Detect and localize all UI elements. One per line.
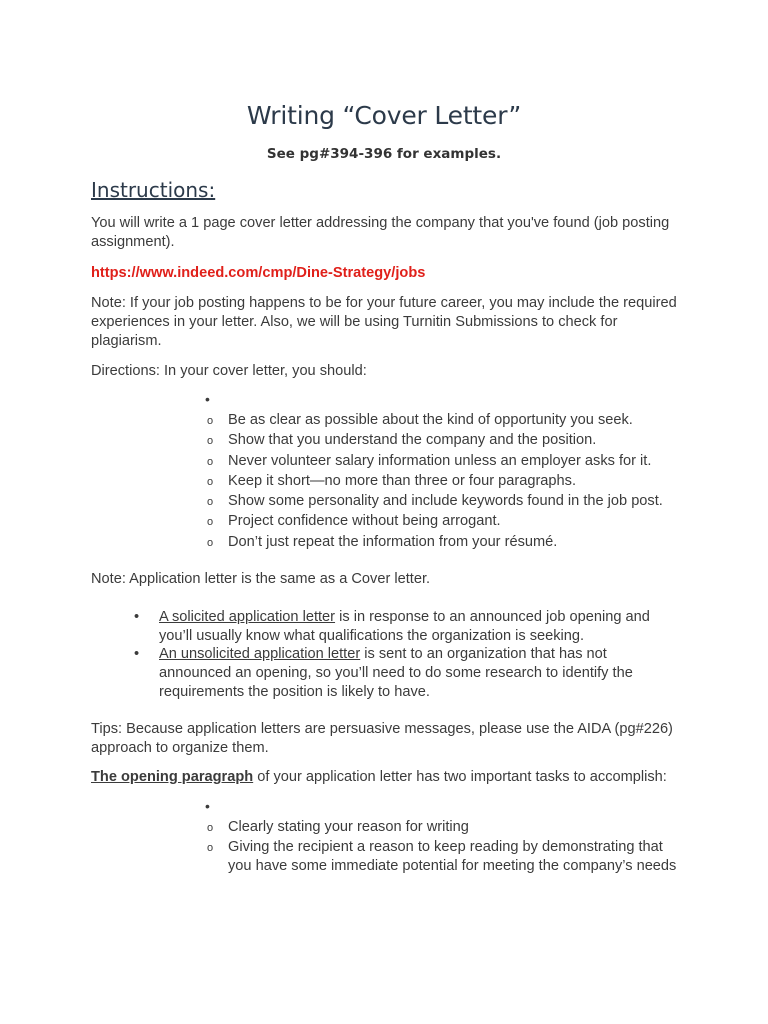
note-paragraph: Note: If your job posting happens to be for your future career, you may include the required experiences in your letter. Also, we will be using Turnitin Submissions to check for plagiarism. xyxy=(91,295,677,349)
sub-bullet-marker: o xyxy=(207,415,214,427)
empty-bullet: • xyxy=(205,391,210,407)
sub-bullet-marker: o xyxy=(207,842,214,854)
sub-bullet-marker: o xyxy=(207,496,214,508)
page-title: Writing “Cover Letter” xyxy=(246,101,522,130)
list-item-text xyxy=(159,645,679,702)
bullet-marker: • xyxy=(134,646,140,662)
job-posting-link[interactable]: https://www.indeed.com/cmp/Dine-Strategy/jobs xyxy=(91,265,426,281)
list-item-text: Keep it short—no more than three or four paragraphs. xyxy=(228,473,577,489)
list-item-text: Project confidence without being arrogant. xyxy=(228,513,501,529)
opening-paragraph xyxy=(91,768,691,787)
sub-bullet-marker: o xyxy=(207,516,214,528)
unsolicited-letter-description: is sent to an organization that has not announced an opening, so you’ll need to do some research to identify the requirements the position is likely to have. xyxy=(159,646,633,700)
page-subtitle: See pg#394-396 for examples. xyxy=(266,146,502,162)
instructions-heading: Instructions: xyxy=(91,178,216,202)
solicited-letter-description: is in response to an announced job opening and you’ll usually know what qualifications the organization is seeking. xyxy=(159,609,650,644)
opening-paragraph-term: The opening paragraph xyxy=(91,769,254,785)
sub-bullet-marker: o xyxy=(207,456,214,468)
sub-bullet-marker: o xyxy=(207,435,214,447)
intro-paragraph: You will write a 1 page cover letter addressing the company that you've found (job posting assignment). xyxy=(91,215,670,250)
list-item-text xyxy=(159,608,679,646)
list-item-text: Don’t just repeat the information from your résumé. xyxy=(228,534,558,550)
list-item-text: Be as clear as possible about the kind of opportunity you seek. xyxy=(228,412,633,428)
list-item-text: Giving the recipient a reason to keep reading by demonstrating that you have some immediate potential for meeting the company’s needs xyxy=(228,839,677,874)
list-item-text: Show some personality and include keywords found in the job post. xyxy=(228,493,663,509)
bullet-marker: • xyxy=(134,609,140,625)
list-item-text: Show that you understand the company and the position. xyxy=(228,432,597,448)
empty-bullet: • xyxy=(205,798,210,814)
unsolicited-letter-term: An unsolicited application letter xyxy=(159,646,361,662)
sub-bullet-marker: o xyxy=(207,822,214,834)
solicited-letter-term: A solicited application letter xyxy=(159,609,336,625)
list-item-text: Never volunteer salary information unless an employer asks for it. xyxy=(228,453,652,469)
note2-paragraph: Note: Application letter is the same as a Cover letter. xyxy=(91,571,431,587)
tips-paragraph: Tips: Because application letters are persuasive messages, please use the AIDA (pg#226) approach to organize them. xyxy=(91,721,673,756)
sub-bullet-marker: o xyxy=(207,476,214,488)
directions-paragraph: Directions: In your cover letter, you should: xyxy=(91,363,367,379)
opening-paragraph-text: of your application letter has two important tasks to accomplish: xyxy=(253,769,667,785)
list-item-text: Clearly stating your reason for writing xyxy=(228,819,469,835)
sub-bullet-marker: o xyxy=(207,537,214,549)
